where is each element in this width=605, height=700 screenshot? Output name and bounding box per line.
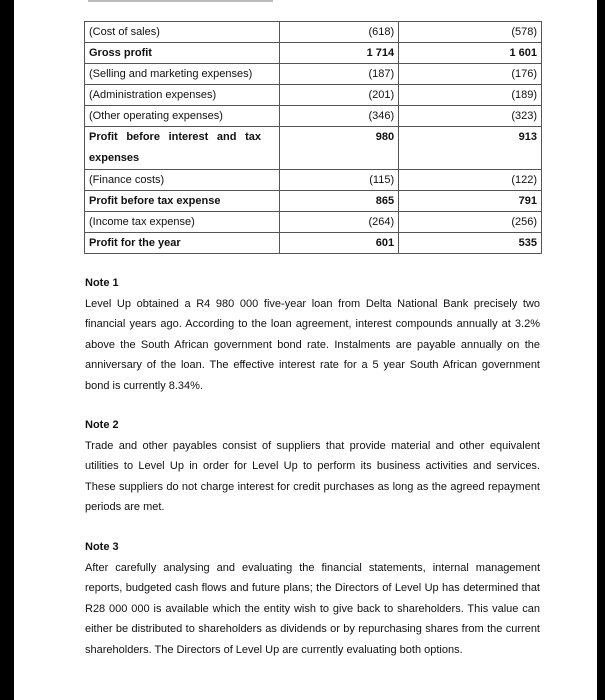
table-row <box>85 170 542 191</box>
row-value-prior: (323) <box>399 106 542 127</box>
note-title: Note 1 <box>85 277 119 289</box>
row-label: (Income tax expense) <box>85 212 280 233</box>
row-value-prior: (176) <box>399 64 542 85</box>
row-label: (Cost of sales) <box>85 22 280 43</box>
row-value-prior: (578) <box>399 22 542 43</box>
row-label: Gross profit <box>85 43 280 64</box>
row-value-prior: (256) <box>399 212 542 233</box>
row-value-prior: 535 <box>399 233 542 254</box>
row-value-current: 601 <box>279 233 399 254</box>
table-row <box>85 212 542 233</box>
row-label-text: Profit before interest and tax expenses <box>89 131 261 164</box>
row-value-current: 865 <box>279 191 399 212</box>
table-row <box>85 43 542 64</box>
note-1 <box>85 273 540 397</box>
row-value-prior: (122) <box>399 170 542 191</box>
row-value-current: (201) <box>279 85 399 106</box>
row-value-current: 980 <box>279 127 399 170</box>
top-rule <box>88 0 273 2</box>
row-value-current: (187) <box>279 64 399 85</box>
note-title: Note 3 <box>85 541 119 553</box>
row-value-current: (618) <box>279 22 399 43</box>
note-text: Level Up obtained a R4 980 000 five-year loan from Delta National Bank precisely two financial years ago. According to the loan agreement, interest compounds annually at 3.2% above the South African government bond rate. Instalments are payable annually on the anniversary of the loan. The effective interest rate for a 5 year South African government bond is currently 8.34%. <box>85 297 540 392</box>
row-label: (Finance costs) <box>85 170 280 191</box>
table-row <box>85 22 542 43</box>
row-label: (Selling and marketing expenses) <box>85 64 280 85</box>
row-value-prior: (189) <box>399 85 542 106</box>
income-statement-table <box>84 21 542 254</box>
row-value-current: (264) <box>279 212 399 233</box>
row-value-prior: 913 <box>399 127 542 170</box>
table-row <box>85 127 542 170</box>
table-row <box>85 106 542 127</box>
row-value-current: (346) <box>279 106 399 127</box>
table-row <box>85 233 542 254</box>
table-row <box>85 64 542 85</box>
row-value-current: 1 714 <box>279 43 399 64</box>
document-page <box>14 0 597 700</box>
row-value-prior: 791 <box>399 191 542 212</box>
note-3 <box>85 537 540 661</box>
note-text: After carefully analysing and evaluating the financial statements, internal management reports, budgeted cash flows and future plans; the Directors of Level Up has determined that R28 000 000 is available which the entity wish to give back to shareholders. This value can either be distributed to shareholders as dividends or by repurchasing shares from the current shareholders. The Directors of Level Up are currently evaluating both options. <box>85 561 540 656</box>
note-2 <box>85 415 540 518</box>
row-label: (Administration expenses) <box>85 85 280 106</box>
note-title: Note 2 <box>85 419 119 431</box>
row-label: (Other operating expenses) <box>85 106 280 127</box>
row-label <box>85 127 280 170</box>
row-label: Profit before tax expense <box>85 191 280 212</box>
row-label: Profit for the year <box>85 233 280 254</box>
table-row <box>85 85 542 106</box>
row-value-prior: 1 601 <box>399 43 542 64</box>
row-value-current: (115) <box>279 170 399 191</box>
table-row <box>85 191 542 212</box>
note-text: Trade and other payables consist of suppliers that provide material and other equivalent utilities to Level Up in order for Level Up to perform its business activities and services. These suppliers do not charge interest for credit purchases as long as the agreed repayment periods are met. <box>85 439 540 514</box>
